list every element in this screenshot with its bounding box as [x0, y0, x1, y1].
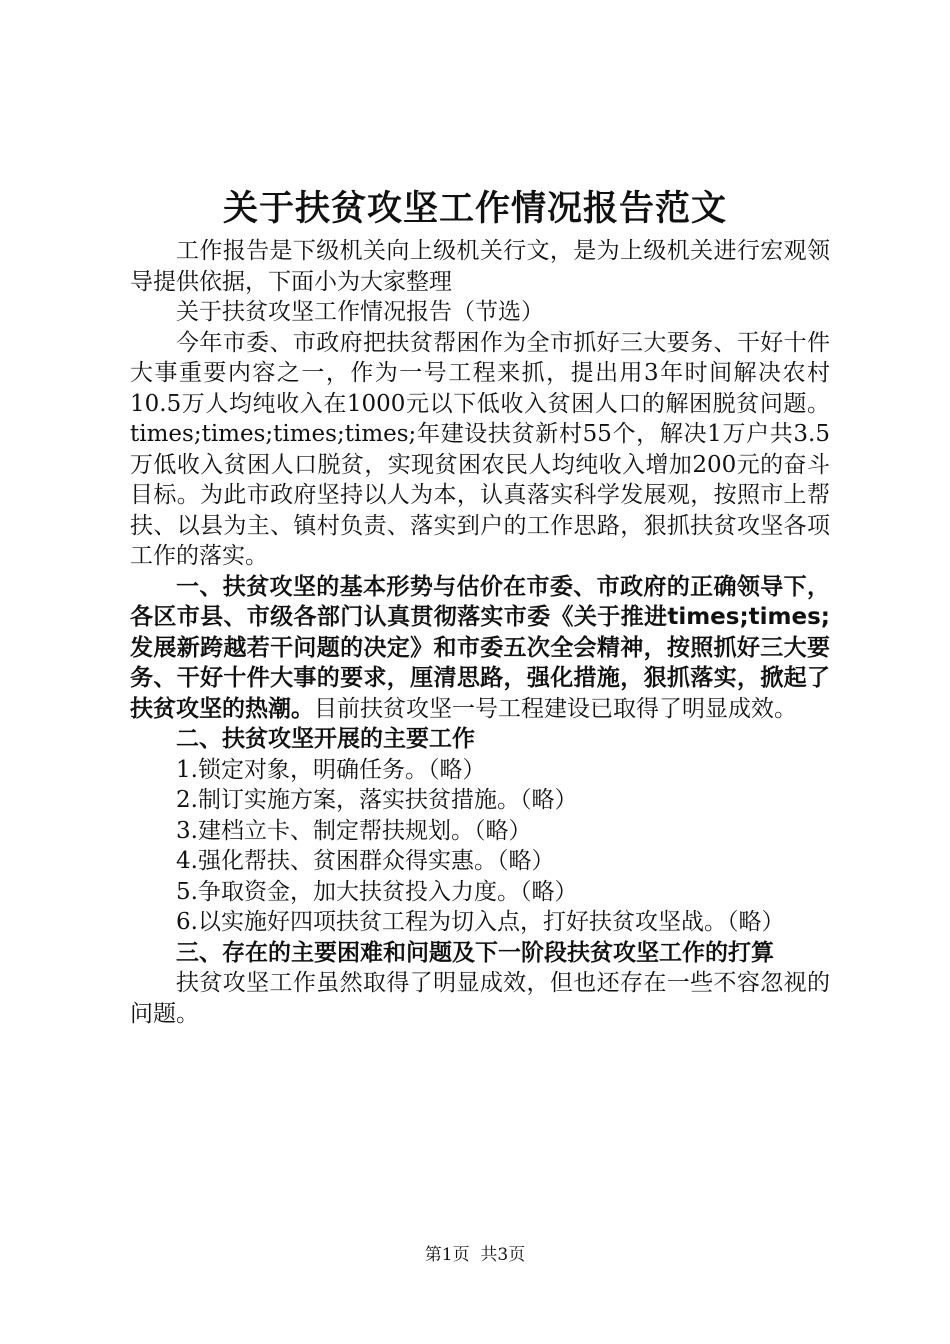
work-item-2: 2.制订实施方案，落实扶贫措施。（略）	[176, 787, 578, 813]
document-title: 关于扶贫攻坚工作情况报告范文	[222, 188, 727, 229]
document-body	[130, 236, 830, 1029]
section-1-text: 目前扶贫攻坚一号工程建设已取得了明显成效。	[314, 695, 797, 722]
report-subtitle: 关于扶贫攻坚工作情况报告（节选）	[176, 299, 544, 325]
section-3-heading: 三、存在的主要困难和问题及下一阶段扶贫攻坚工作的打算	[176, 939, 774, 966]
work-item-6: 6.以实施好四项扶贫工程为切入点，打好扶贫攻坚战。（略）	[176, 909, 785, 935]
page-number: 第1页	[424, 1245, 470, 1265]
section-2-heading: 二、扶贫攻坚开展的主要工作	[176, 726, 475, 752]
closing-paragraph: 扶贫攻坚工作虽然取得了明显成效，但也还存在一些不容忽视的问题。	[130, 970, 830, 1027]
intro-paragraph: 工作报告是下级机关向上级机关行文，是为上级机关进行宏观领导提供依据，下面小为大家整理	[130, 238, 830, 295]
work-item-5: 5.争取资金，加大扶贫投入力度。（略）	[176, 878, 578, 905]
overview-paragraph: 今年市委、市政府把扶贫帮困作为全市抓好三大要务、干好十件大事重要内容之一，作为一号工程来抓，提出用3年时间解决农村10.5万人均纯收入在1000元以下低收入贫困人口的解困脱贫问题。times;times;times;times;年建设扶贫新村55个，解决1万户共3.5万低收入贫困人口脱贫，实现贫困农民人均纯收入增加200元的奋斗目标。为此市政府坚持以人为本，认真落实科学发展观，按照市上帮扶、以县为主、镇村负责、落实到户的工作思路，狠抓扶贫攻坚各项工作的落实。	[130, 329, 830, 569]
work-item-4: 4.强化帮扶、贫困群众得实惠。（略）	[176, 848, 555, 874]
work-item-1: 1.锁定对象，明确任务。（略）	[176, 756, 486, 783]
section-1-paragraph	[130, 572, 830, 725]
page-total: 共3页	[480, 1245, 526, 1265]
section-1-heading: 一、扶贫攻坚的基本形势与估价在市委、市政府的正确领导下，各区市县、市级各部门认真贯彻落实市委《关于推进times;times;发展新跨越若干问题的决定》和市委五次全会精神，按照抓好三大要务、干好十件大事的要求，厘清思路，强化措施，狠抓落实，掀起了扶贫攻坚的热潮。	[130, 573, 830, 722]
page-footer	[0, 1244, 950, 1266]
work-item-3: 3.建档立卡、制定帮扶规划。（略）	[176, 817, 532, 844]
